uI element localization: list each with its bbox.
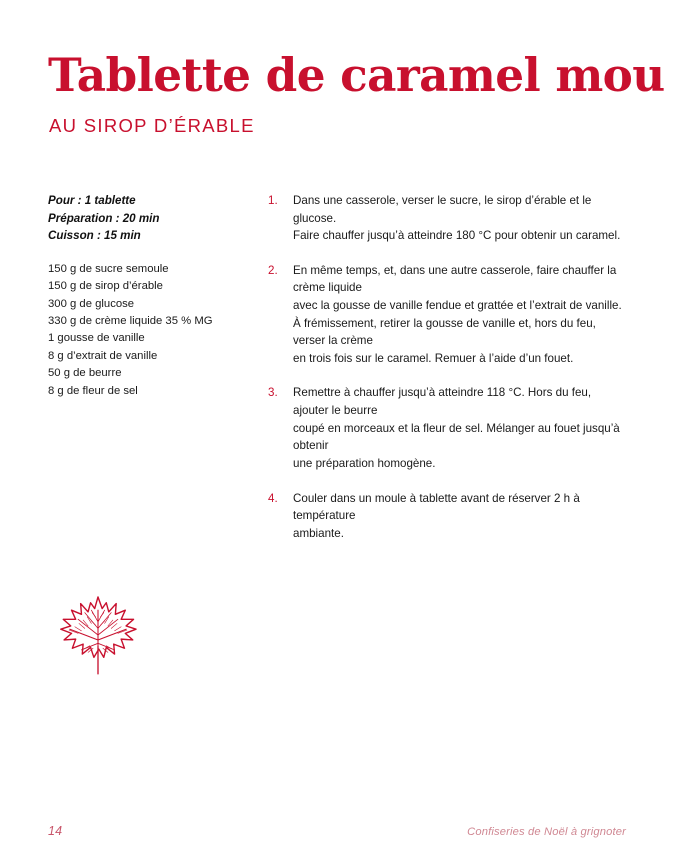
step-line: Couler dans un moule à tablette avant de réserver 2 h à température — [293, 491, 580, 523]
step-text — [293, 262, 626, 368]
step-line: une préparation homogène. — [293, 456, 436, 470]
ingredients-column — [48, 192, 220, 400]
page-number: 14 — [48, 824, 63, 838]
list-item: 300 g de glucose — [48, 297, 135, 310]
instruction-step — [268, 262, 626, 368]
step-number: 2. — [268, 263, 278, 277]
recipe-body — [48, 192, 626, 542]
step-text — [293, 192, 626, 245]
step-line: À frémissement, retirer la gousse de vanille et, hors du feu, verser la crème — [293, 316, 596, 348]
ingredient-list — [48, 261, 220, 400]
list-item: 50 g de beurre — [48, 367, 122, 380]
page-header — [48, 48, 665, 136]
instructions-column — [220, 192, 626, 542]
recipe-cooking-time: Cuisson : 15 min — [48, 229, 141, 243]
list-item: 8 g d’extrait de vanille — [48, 349, 158, 362]
recipe-yield: Pour : 1 tablette — [48, 194, 136, 207]
list-item: 150 g de sirop d’érable — [48, 280, 163, 293]
step-line: Faire chauffer jusqu’à atteindre 180 °C pour obtenir un caramel. — [293, 229, 621, 243]
instruction-step — [268, 384, 626, 472]
list-item: 1 gousse de vanille — [48, 332, 145, 345]
instruction-list — [268, 192, 626, 542]
recipe-meta — [48, 192, 220, 245]
recipe-preparation-time: Préparation : 20 min — [48, 211, 160, 225]
step-line: coupé en morceaux et la fleur de sel. Mélanger au fouet jusqu’à obtenir — [293, 421, 620, 453]
maple-leaf-icon — [56, 592, 140, 678]
step-line: en trois fois sur le caramel. Remuer à l’aide d’un fouet. — [293, 351, 574, 365]
step-line: ambiante. — [293, 526, 344, 540]
list-item: 8 g de fleur de sel — [48, 384, 138, 397]
list-item: 150 g de sucre semoule — [48, 262, 169, 275]
step-number: 3. — [268, 386, 278, 400]
step-line: En même temps, et, dans une autre casserole, faire chauffer la crème liquide — [293, 263, 617, 295]
step-line: Remettre à chauffer jusqu’à atteindre 118 °C. Hors du feu, ajouter le beurre — [293, 386, 592, 418]
instruction-step — [268, 192, 626, 245]
page-footer — [48, 824, 626, 838]
instruction-step — [268, 490, 626, 543]
step-number: 1. — [268, 194, 278, 207]
step-text — [293, 384, 626, 472]
step-number: 4. — [268, 491, 278, 505]
step-text — [293, 490, 626, 543]
step-line: avec la gousse de vanille fendue et grattée et l’extrait de vanille. — [293, 299, 622, 313]
list-item: 330 g de crème liquide 35 % MG — [48, 315, 213, 327]
footer-caption: Confiseries de Noël à grignoter — [467, 826, 626, 838]
page-subtitle: AU SIROP D’ÉRABLE — [49, 114, 255, 136]
page-title: Tablette de caramel mou — [48, 48, 665, 102]
step-line: Dans une casserole, verser le sucre, le sirop d’érable et le glucose. — [293, 194, 592, 225]
